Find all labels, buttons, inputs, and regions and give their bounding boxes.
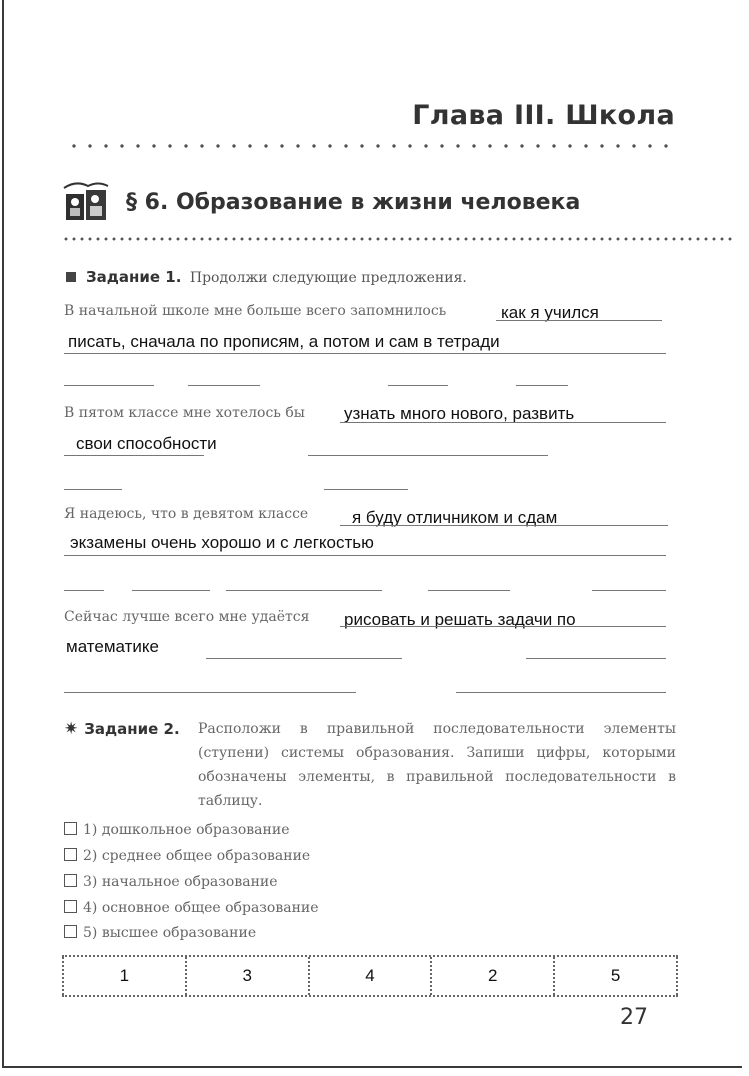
answer-line [428, 590, 510, 591]
option-1: 1) дошкольное образование [64, 822, 289, 838]
task1-prompt-2: В пятом классе мне хотелось бы [64, 405, 305, 421]
answer-line [308, 455, 548, 456]
school-icon [62, 180, 110, 224]
task1-answer-2b[interactable]: свои способности [76, 434, 217, 453]
task1-answer-4b[interactable]: математике [66, 637, 159, 656]
task1-answer-1b[interactable]: писать, сначала по прописям, а потом и сам в тетради [68, 332, 500, 351]
answer-line [592, 590, 666, 591]
task1-answer-1a[interactable]: как я учился [501, 303, 599, 322]
answer-line [206, 658, 402, 659]
task1-answer-4a[interactable]: рисовать и решать задачи по [344, 610, 576, 629]
task1-answer-3a[interactable]: я буду отличником и сдам [352, 508, 558, 527]
answer-line [456, 692, 666, 693]
checkbox-icon[interactable] [64, 900, 77, 913]
checkbox-icon[interactable] [64, 874, 77, 887]
task2-heading [64, 719, 184, 739]
answer-line [64, 455, 204, 456]
answer-line [324, 489, 408, 490]
page-number: 27 [620, 1005, 648, 1030]
answer-line [64, 489, 122, 490]
task1-prompt-4: Сейчас лучше всего мне удаётся [64, 609, 310, 625]
option-3: 3) начальное образование [64, 874, 278, 890]
answer-line [388, 385, 448, 386]
page-edge-bottom [2, 1066, 742, 1068]
checkbox-icon[interactable] [64, 822, 77, 835]
answer-line [340, 626, 666, 627]
answer-line [64, 692, 356, 693]
task1-label: Задание 1. [86, 268, 182, 286]
answer-line [226, 590, 382, 591]
section-divider [62, 236, 734, 242]
chapter-divider [66, 143, 678, 149]
answer-line [496, 320, 662, 321]
chapter-title: Глава III. Школа [412, 100, 675, 131]
page-edge-left [2, 0, 4, 1068]
answer-line [340, 525, 668, 526]
answer-line [64, 385, 154, 386]
checkbox-icon[interactable] [64, 925, 77, 938]
answer-line [526, 658, 666, 659]
answer-line [64, 590, 104, 591]
task2-label: Задание 2. [84, 720, 180, 738]
square-bullet-icon [66, 272, 76, 282]
answer-cell-2[interactable]: 3 [187, 957, 310, 995]
task1-heading [66, 268, 467, 286]
option-4: 4) основное общее образование [64, 900, 319, 916]
answer-cell-5[interactable]: 5 [555, 957, 678, 995]
task1-prompt-1: В начальной школе мне больше всего запомнилось [64, 303, 447, 319]
answer-line [64, 555, 666, 556]
answer-line [340, 422, 666, 423]
task1-answer-3b[interactable]: экзамены очень хорошо и с легкостью [70, 533, 374, 552]
answer-line [516, 385, 568, 386]
answer-cell-4[interactable]: 2 [432, 957, 555, 995]
section-title: § 6. Образование в жизни человека [126, 190, 581, 215]
answer-table [62, 955, 678, 997]
option-2: 2) среднее общее образование [64, 848, 310, 864]
task1-instruction: Продолжи следующие предложения. [189, 270, 467, 286]
task1-answer-2a[interactable]: узнать много нового, развить [344, 404, 575, 423]
task1-prompt-3: Я надеюсь, что в девятом классе [64, 506, 309, 522]
asterisk-icon: ✷ [64, 719, 79, 739]
task2-instruction: Расположи в правильной последовательности элементы (ступени) системы образования. Запиши цифры, которыми обозначены элементы, в правильной последовательности в таблицу. [198, 721, 676, 809]
answer-line [64, 353, 666, 354]
checkbox-icon[interactable] [64, 848, 77, 861]
option-5: 5) высшее образование [64, 925, 256, 941]
answer-cell-1[interactable]: 1 [62, 957, 187, 995]
answer-line [132, 590, 210, 591]
answer-cell-3[interactable]: 4 [310, 957, 433, 995]
answer-line [188, 385, 260, 386]
